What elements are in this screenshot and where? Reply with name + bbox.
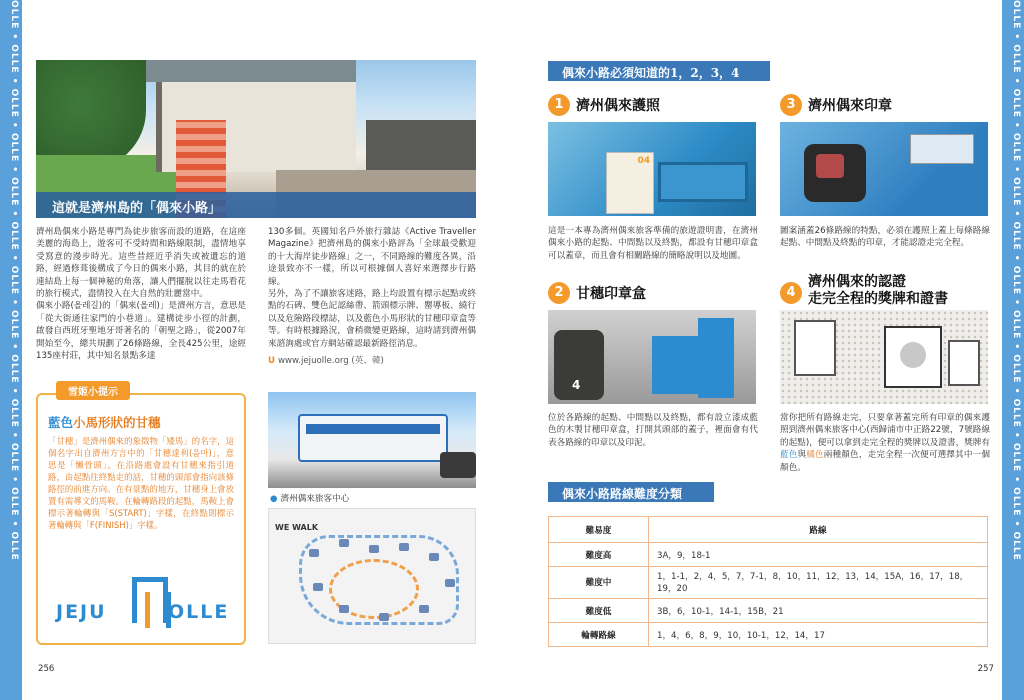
item-1-header <box>548 94 768 116</box>
official-website[interactable] <box>268 354 384 366</box>
item-title <box>808 274 948 308</box>
section-title: 偶來小路路線難度分類 <box>562 487 683 501</box>
item-title: 甘穗印章盒 <box>576 286 646 302</box>
item-4-header <box>780 274 1000 307</box>
tip-body: 「甘穗」是濟州偶來的象徵物「矮馬」的名字，這個名字出自濟州方言中的「甘穗達利(음마)」，意思是「懶骨頭」。在沿路處會設有甘穗來指引道路，由起點往終點走的話，甘穗的頭部會指向該條路徑的前進方向。在有景點的地方，甘穗身上會放置有需導文的馬鞍。在輪轉路段的起點，馬鞍上會標示著輪轉與「S(START)」字樣，在終點則標示著輪轉與「F(FINISH)」字樣。 <box>48 436 234 530</box>
stamp-photo <box>780 122 988 216</box>
table-row <box>549 543 988 567</box>
table-row <box>549 623 988 647</box>
route-list: 1，4，6，8，9，10，10-1，12，14，17 <box>649 623 988 647</box>
logo-olle: OLLE <box>168 601 230 623</box>
column-header: 路線 <box>649 517 988 543</box>
item-1-text: 這是一本專為濟州偶來旅客準備的旅遊證明書，在濟州偶來小路的起點、中間點以及終點，都設有甘穗印章盒可以蓋章，而且會有相關路線的簡略說明以及地圖。 <box>548 226 758 261</box>
stamp-box-photo <box>548 310 756 404</box>
route-list: 3A，9，18-1 <box>649 543 988 567</box>
intro-paragraph: 濟州島偶來小路是專門為徒步旅客而設的道路，在這座美麗的海島上，遊客可不受時間和路線限制，盡情地享受寫意的漫步時光。這些昔經近乎消失或被遺忘的道路，經過修葺後構成了今日的偶來小路，其目的就在於連結島上每一個神秘的角落，讓人們擺脫以往走馬看花的旅行模式，盡情投入在大自然的壯麗當中。 <box>36 227 246 300</box>
url-icon: U <box>268 356 275 366</box>
tip-title-orange: 小馬形狀的甘穗 <box>73 415 161 430</box>
left-strip-text: OLLE • OLLE • OLLE • OLLE • OLLE • OLLE • OLLE • OLLE • OLLE • OLLE • OLLE • OLLE • OLLE <box>9 0 19 561</box>
page-number-right: 257 <box>977 664 994 674</box>
bullet-icon: ● <box>270 494 278 504</box>
table-row <box>549 567 988 599</box>
tip-title-blue: 藍色 <box>48 415 74 430</box>
page-number-left: 256 <box>38 664 55 674</box>
route-list: 1，1-1，2，4，5，7，7-1，8，10，11，12，13，14，15A，16，17，18，19，20 <box>649 567 988 599</box>
table-row <box>549 599 988 623</box>
ganse-horse-icon <box>132 577 168 623</box>
difficulty-level: 難度低 <box>549 599 649 623</box>
right-olle-strip <box>1002 0 1024 700</box>
item-3-header <box>780 94 1000 116</box>
visitor-center-caption <box>270 492 349 504</box>
item-title: 濟州偶來印章 <box>808 98 892 114</box>
item-title: 濟州偶來護照 <box>576 98 660 114</box>
left-olle-strip <box>0 0 22 700</box>
column-header: 難易度 <box>549 517 649 543</box>
jeju-olle-logo <box>56 573 232 637</box>
section-header-difficulty <box>548 482 714 502</box>
text-run-orange: 橘色 <box>806 450 824 461</box>
logo-jeju: JEJU <box>56 601 107 623</box>
map-label: WE WALK <box>275 523 319 532</box>
intro-paragraph: 偶來小路(올레길)的「偶來(올레)」是濟州方言，意思是「從大街通往家門的小巷道」。建構徒步小徑的計劃，啟發自西班牙聖地牙哥著名的「朝聖之路」，從2007年開始至今，總共規劃了26條路線，全長425公里，途經135座村莊，其中知名景點多達 <box>36 301 246 362</box>
intro-column-2 <box>268 226 476 350</box>
visitor-center-photo <box>268 392 476 488</box>
number-badge: 1 <box>548 94 570 116</box>
item-2-header <box>548 282 768 304</box>
hero-caption-bar <box>36 192 476 218</box>
section-header-essentials <box>548 61 770 81</box>
tip-title <box>48 413 161 431</box>
item-2-text: 位於各路線的起點、中間點以及終點，都有設立漆成藍色的木製甘穗印章盒，打開其頭部的蓋子，裡面會有代表各路線的印章以及印泥。 <box>548 413 758 448</box>
text-run: 兩種顏色，走完全程一次便可選擇其中一個顏色。 <box>780 450 990 473</box>
right-strip-text: OLLE • OLLE • OLLE • OLLE • OLLE • OLLE • OLLE • OLLE • OLLE • OLLE • OLLE • OLLE • OLLE <box>1011 0 1021 561</box>
text-run: 當你把所有路線走完，只要拿著蓋完所有印章的偶來護照到濟州偶來旅客中心(西歸浦市中正路22號，7號路線的起點)，便可以拿到走完全程的獎牌以及證書，獎牌有 <box>780 413 990 448</box>
item-3-text: 圖案涵蓋26條路線的特點，必須在護照上蓋上每條路線起點、中間點及終點的印章，才能認證走完全程。 <box>780 226 990 249</box>
item-title-line: 走完全程的獎牌和證書 <box>808 291 948 307</box>
caption-text: 濟州偶來旅客中心 <box>280 494 350 504</box>
tip-label: 雪姬小提示 <box>56 381 130 400</box>
hero-caption: 這就是濟州島的「偶來小路」 <box>52 201 222 216</box>
intro-column-1 <box>36 226 246 362</box>
url-text[interactable]: www.jejuolle.org (英、韓) <box>277 356 384 366</box>
route-list: 3B，6，10-1，14-1，15B，21 <box>649 599 988 623</box>
section-title: 偶來小路必須知道的1，2，3，4 <box>562 66 740 80</box>
item-4-text <box>780 412 990 474</box>
text-run-blue: 藍色 <box>780 450 798 461</box>
intro-paragraph: 另外，為了不讓旅客迷路，路上均設置有標示起點或終點的石碑、雙色記認絲帶、箭頭標示牌、罌導板、繞行以及危險路段標誌，以及藍色小馬形狀的甘穗印章盒等等。有時根據路況，會稍微變更路線，這時請到濟州偶來諮詢處或官方網站確認最新路徑消息。 <box>268 289 476 349</box>
text-run: 與 <box>797 450 807 461</box>
number-badge: 2 <box>548 282 570 304</box>
passport-photo <box>548 122 756 216</box>
difficulty-level: 難度高 <box>549 543 649 567</box>
intro-paragraph: 130多個。英國知名戶外旅行雜誌《Active Traveller Magazine》把濟州島的偶來小路評為「全球最受歡迎的十大海岸徒步路線」之一，不同路線的難度各異，沿途景致亦不一樣，所以可根據個人喜好來選擇步行路線。 <box>268 227 476 287</box>
number-badge: 3 <box>780 94 802 116</box>
table-header-row <box>549 517 988 543</box>
difficulty-table <box>548 516 988 647</box>
difficulty-level: 輪轉路線 <box>549 623 649 647</box>
tip-box <box>36 387 246 645</box>
certificate-photo <box>780 310 988 404</box>
difficulty-level: 難度中 <box>549 567 649 599</box>
item-title-line: 濟州偶來的認證 <box>808 274 906 290</box>
route-map-photo <box>268 508 476 644</box>
number-badge: 4 <box>780 282 802 304</box>
